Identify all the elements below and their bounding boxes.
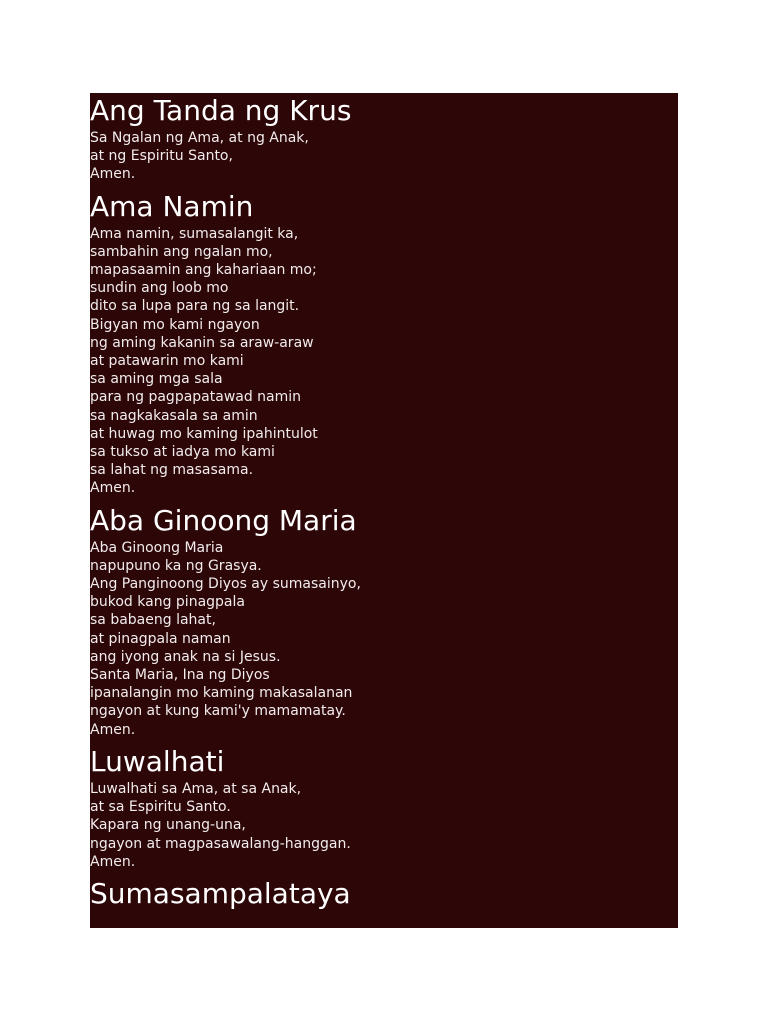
prayer-line: Aba Ginoong Maria bbox=[90, 539, 224, 556]
prayer-line: at patawarin mo kami bbox=[90, 353, 244, 370]
prayer-line: sa lahat ng masasama. bbox=[90, 462, 254, 479]
prayer-line: ngayon at kung kami'y mamamatay. bbox=[90, 703, 346, 720]
prayer-lines bbox=[90, 225, 678, 498]
section-luwalhati bbox=[90, 745, 678, 871]
prayer-line: at huwag mo kaming ipahintulot bbox=[90, 425, 318, 442]
section-tanda-ng-krus bbox=[90, 94, 678, 184]
prayer-line: Amen. bbox=[90, 721, 136, 738]
prayer-line: Amen. bbox=[90, 480, 136, 497]
prayer-line: sa nagkakasala sa amin bbox=[90, 407, 258, 424]
prayer-line: napupuno ka ng Grasya. bbox=[90, 557, 262, 574]
prayer-line: ang iyong anak na si Jesus. bbox=[90, 648, 281, 665]
prayer-line: sambahin ang ngalan mo, bbox=[90, 243, 273, 260]
prayer-line: Luwalhati sa Ama, at sa Anak, bbox=[90, 780, 302, 797]
prayer-line: ng aming kakanin sa araw-araw bbox=[90, 334, 314, 351]
prayer-line: sa aming mga sala bbox=[90, 371, 223, 388]
prayer-line: sundin ang loob mo bbox=[90, 280, 229, 297]
section-sumasampalataya bbox=[90, 877, 678, 911]
prayer-line: at ng Espiritu Santo, bbox=[90, 148, 233, 165]
prayer-lines bbox=[90, 539, 678, 739]
prayer-lines bbox=[90, 780, 678, 871]
prayer-line: ipanalangin mo kaming makasalanan bbox=[90, 685, 353, 702]
prayer-line: Amen. bbox=[90, 853, 136, 870]
section-title: Luwalhati bbox=[90, 744, 225, 778]
prayer-line: Santa Maria, Ina ng Diyos bbox=[90, 667, 270, 684]
section-title: Aba Ginoong Maria bbox=[90, 503, 357, 537]
section-title: Ang Tanda ng Krus bbox=[90, 94, 352, 127]
section-aba-ginoong-maria bbox=[90, 504, 678, 739]
prayer-line: sa tukso at iadya mo kami bbox=[90, 444, 275, 461]
prayer-line: Amen. bbox=[90, 166, 136, 183]
section-ama-namin bbox=[90, 190, 678, 498]
prayer-line: bukod kang pinagpala bbox=[90, 594, 245, 611]
prayer-line: at sa Espiritu Santo. bbox=[90, 799, 231, 816]
prayer-line: Ang Panginoong Diyos ay sumasainyo, bbox=[90, 576, 361, 593]
prayer-line: at pinagpala naman bbox=[90, 630, 231, 647]
section-title: Ama Namin bbox=[90, 189, 254, 223]
prayer-lines bbox=[90, 129, 678, 184]
prayer-line: Bigyan mo kami ngayon bbox=[90, 316, 260, 333]
prayer-line: Ama namin, sumasalangit ka, bbox=[90, 225, 299, 242]
prayer-line: sa babaeng lahat, bbox=[90, 612, 216, 629]
prayer-line: Kapara ng unang-una, bbox=[90, 817, 246, 834]
prayer-line: dito sa lupa para ng sa langit. bbox=[90, 298, 300, 315]
section-title: Sumasampalataya bbox=[90, 876, 351, 910]
prayer-line: ngayon at magpasawalang-hanggan. bbox=[90, 835, 351, 852]
prayer-page-panel bbox=[90, 93, 678, 928]
prayer-line: mapasaamin ang kahariaan mo; bbox=[90, 262, 317, 279]
prayer-line: Sa Ngalan ng Ama, at ng Anak, bbox=[90, 130, 309, 146]
prayer-line: para ng pagpapatawad namin bbox=[90, 389, 302, 406]
